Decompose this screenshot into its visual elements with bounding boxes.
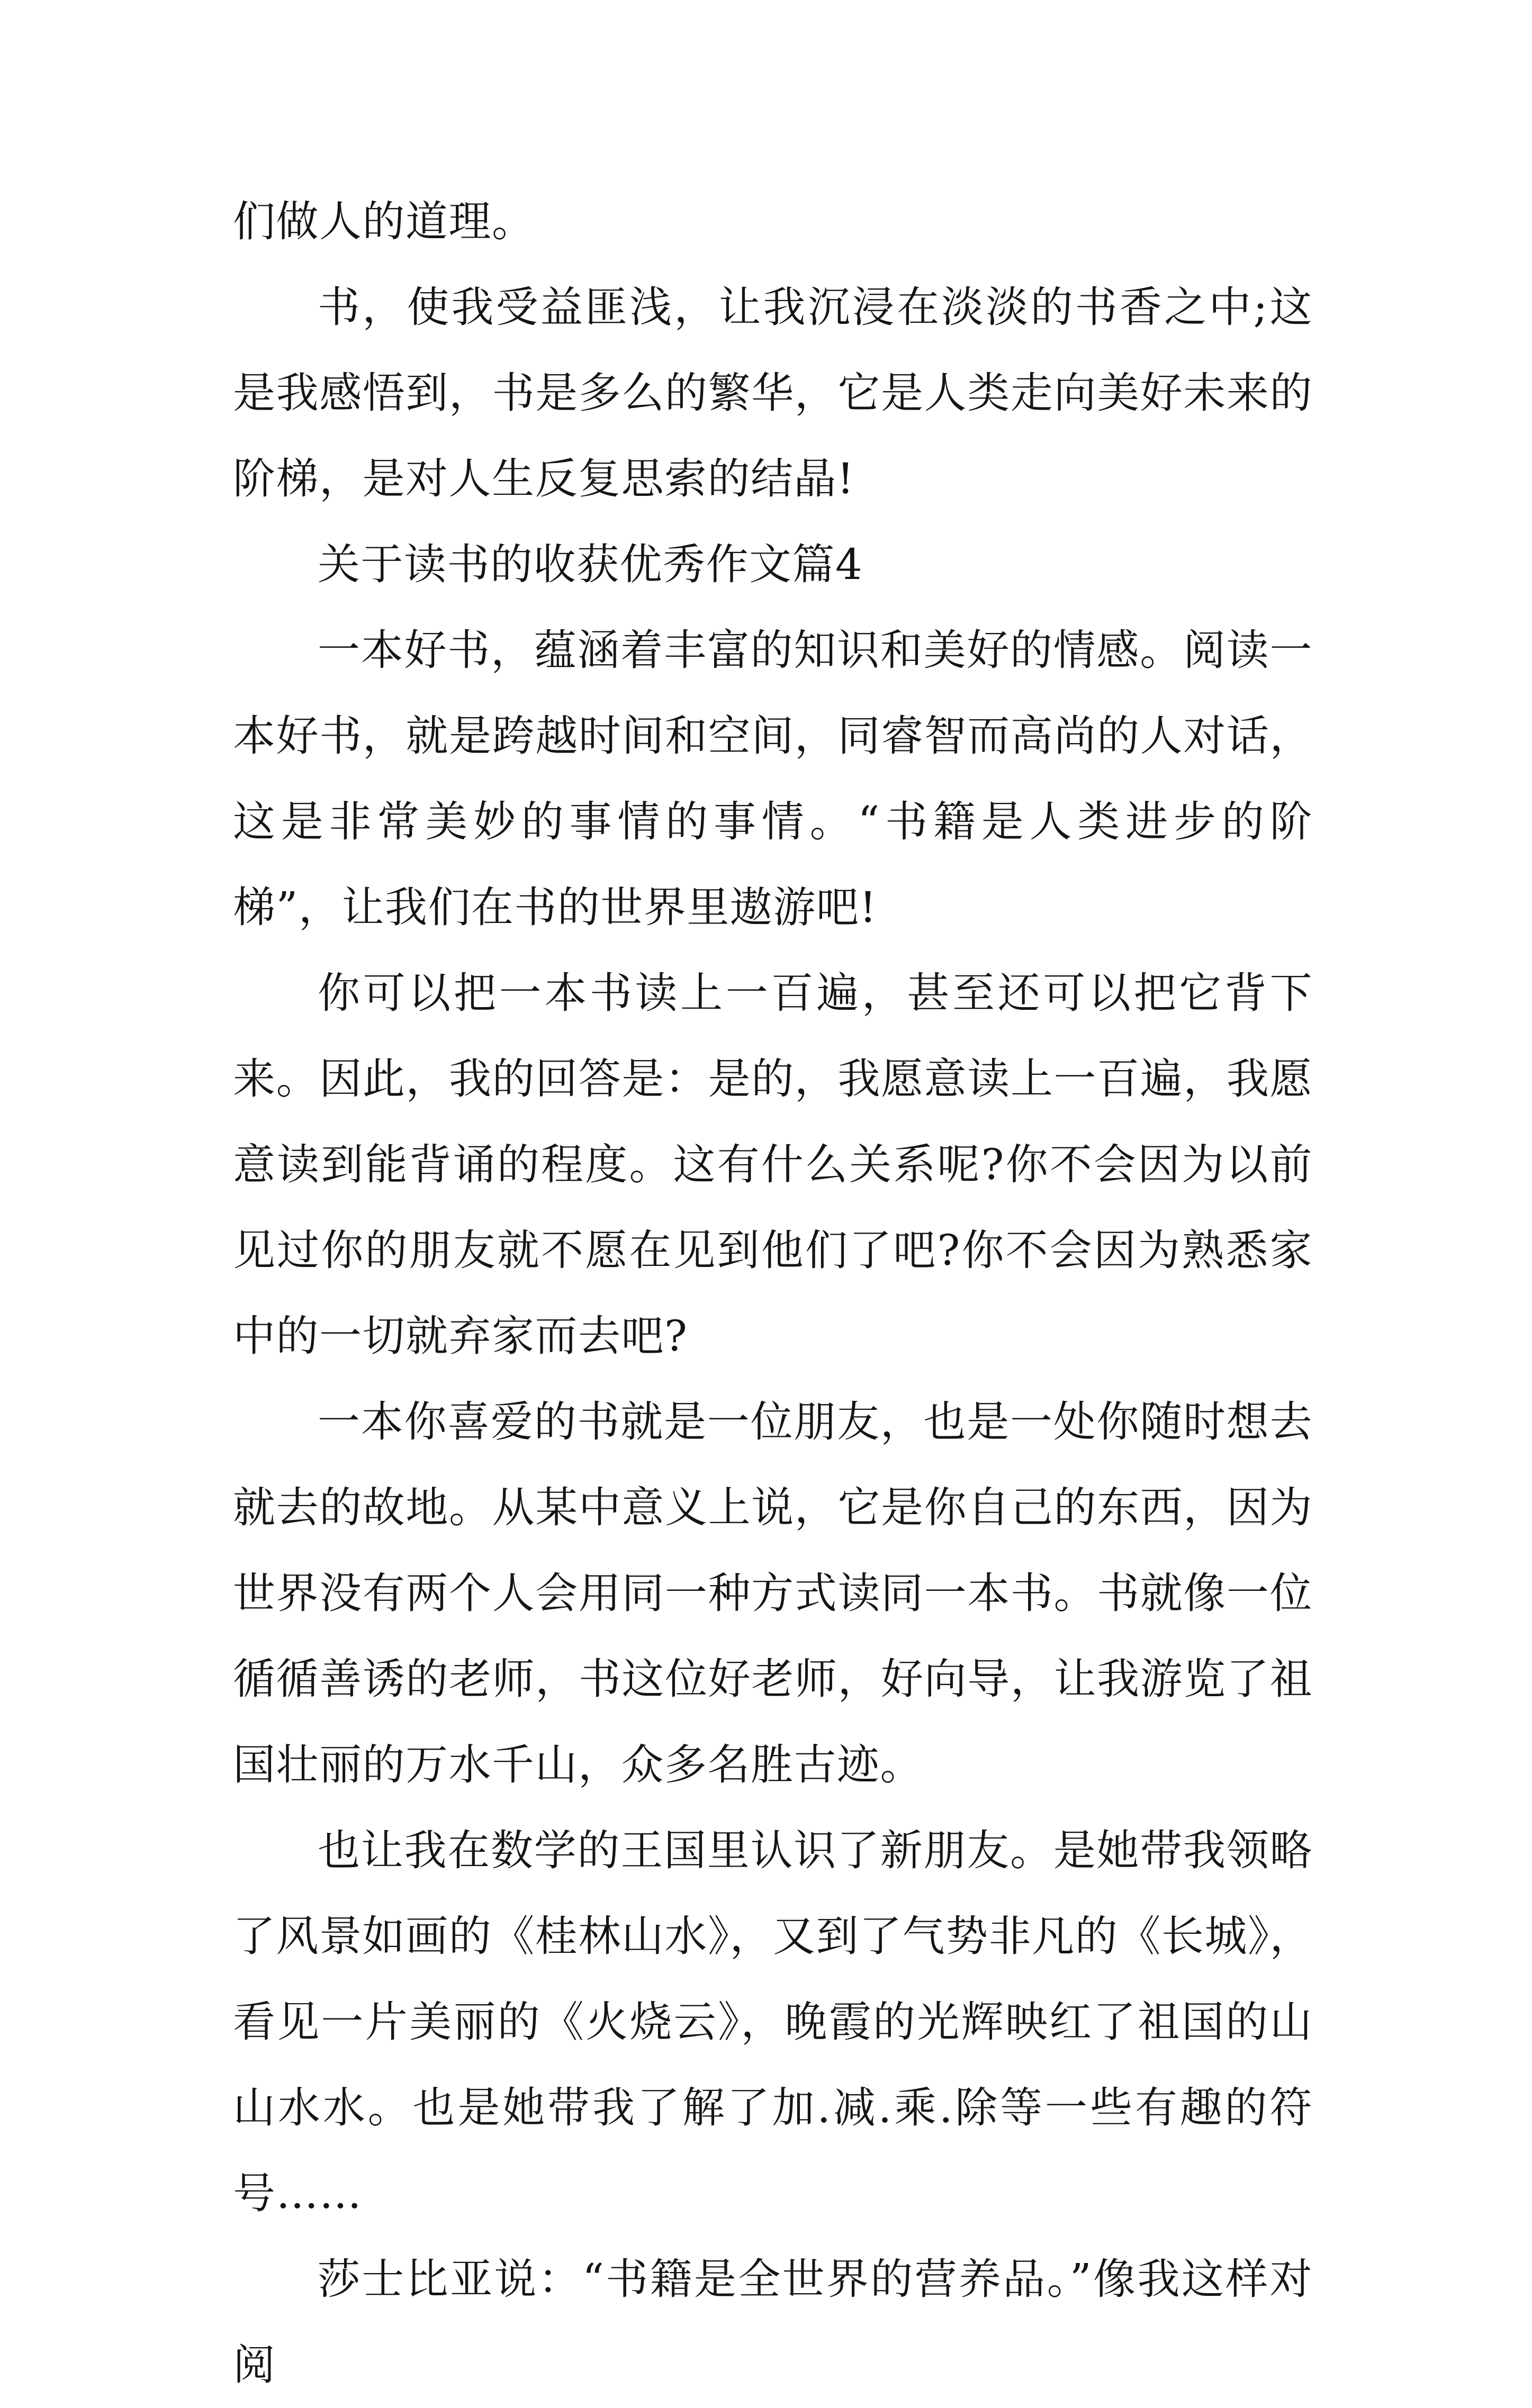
body-text xyxy=(233,179,1313,2408)
paragraph-3: 一本好书，蕴涵着丰富的知识和美好的情感。阅读一本好书，就是跨越时间和空间，同睿智而高尚的人对话，这是非常美妙的事情的事情。“书籍是人类进步的阶梯”，让我们在书的世界里遨游吧! xyxy=(233,626,1313,932)
paragraph-7: 莎士比亚说：“书籍是全世界的营养品。”像我这样对阅 xyxy=(233,2255,1313,2389)
paragraph-6: 也让我在数学的王国里认识了新朋友。是她带我领略了风景如画的《桂林山水》，又到了气势非凡的《长城》，看见一片美丽的《火烧云》，晚霞的光辉映红了祖国的山山水水。也是她带我了解了加.减.乘.除等一些有趣的符号…… xyxy=(233,1826,1313,2218)
paragraph-5: 一本你喜爱的书就是一位朋友，也是一处你随时想去就去的故地。从某中意义上说，它是你自己的东西，因为世界没有两个人会用同一种方式读同一本书。书就像一位循循善诱的老师，书这位好老师，好向导，让我游览了祖国壮丽的万水千山，众多名胜古迹。 xyxy=(233,1397,1313,1789)
paragraph-2: 书，使我受益匪浅，让我沉浸在淡淡的书香之中;这是我感悟到，书是多么的繁华，它是人类走向美好未来的阶梯，是对人生反复思索的结晶! xyxy=(233,283,1313,503)
paragraph-4: 你可以把一本书读上一百遍，甚至还可以把它背下来。因此，我的回答是：是的，我愿意读上一百遍，我愿意读到能背诵的程度。这有什么关系呢?你不会因为以前见过你的朋友就不愿在见到他们了吧?你不会因为熟悉家中的一切就弃家而去吧? xyxy=(233,968,1313,1361)
paragraph-1: 们做人的道理。 xyxy=(233,197,535,246)
section-heading: 关于读书的收获优秀作文篇4 xyxy=(318,540,863,589)
